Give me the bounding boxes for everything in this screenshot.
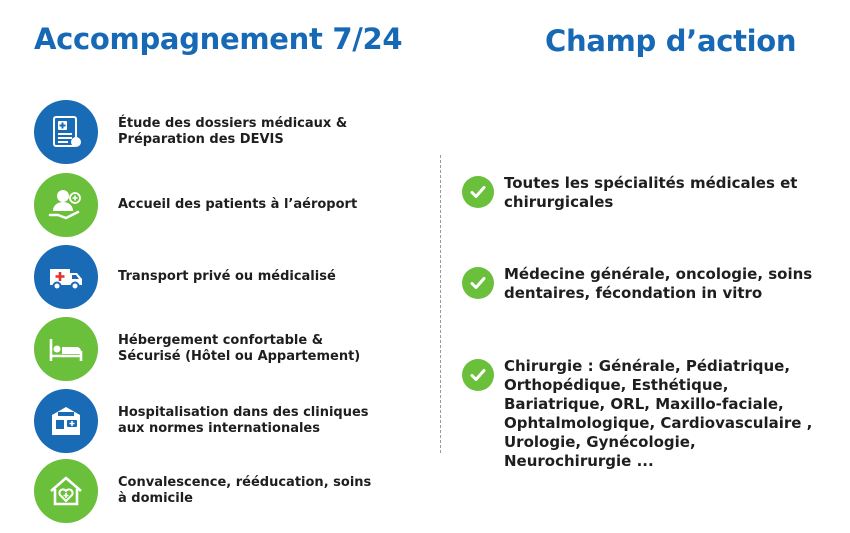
check-icon [462, 176, 494, 208]
service-label: Convalescence, rééducation, soins à domicile [118, 475, 372, 506]
bed-icon [34, 317, 98, 381]
accompaniment-title: Accompagnement 7/24 [34, 22, 403, 56]
service-item-accommodation [34, 317, 414, 381]
service-item-airport-welcome [34, 173, 414, 237]
service-item-home-care [34, 459, 414, 523]
service-label: Hébergement confortable & Sécurisé (Hôtel ou Appartement) [118, 333, 361, 364]
ambulance-icon [34, 245, 98, 309]
check-icon [462, 267, 494, 299]
patient-welcome-icon [34, 173, 98, 237]
service-item-hospitalisation [34, 389, 414, 453]
service-label: Étude des dossiers médicaux & Préparation des DEVIS [118, 116, 348, 147]
column-divider [440, 155, 441, 453]
check-icon [462, 359, 494, 391]
home-care-icon [34, 459, 98, 523]
service-label: Hospitalisation dans des cliniques aux normes internationales [118, 405, 369, 436]
medical-file-icon [34, 100, 98, 164]
service-item-transport [34, 245, 414, 309]
scope-text: Médecine générale, oncologie, soins dentaires, fécondation in vitro [504, 265, 813, 302]
scope-title: Champ d’action [545, 24, 797, 58]
service-item-medical-files [34, 100, 414, 164]
clinic-icon [34, 389, 98, 453]
service-label: Transport privé ou médicalisé [118, 269, 336, 284]
scope-text: Toutes les spécialités médicales et chirurgicales [504, 174, 798, 211]
scope-text: Chirurgie : Générale, Pédiatrique, Orthopédique, Esthétique, Bariatrique, ORL, Maxillo-faciale, Ophtalmologique, Cardiovasculaire , Urologie, Gynécologie, Neurochirurgie ... [504, 357, 813, 470]
service-label: Accueil des patients à l’aéroport [118, 197, 358, 212]
